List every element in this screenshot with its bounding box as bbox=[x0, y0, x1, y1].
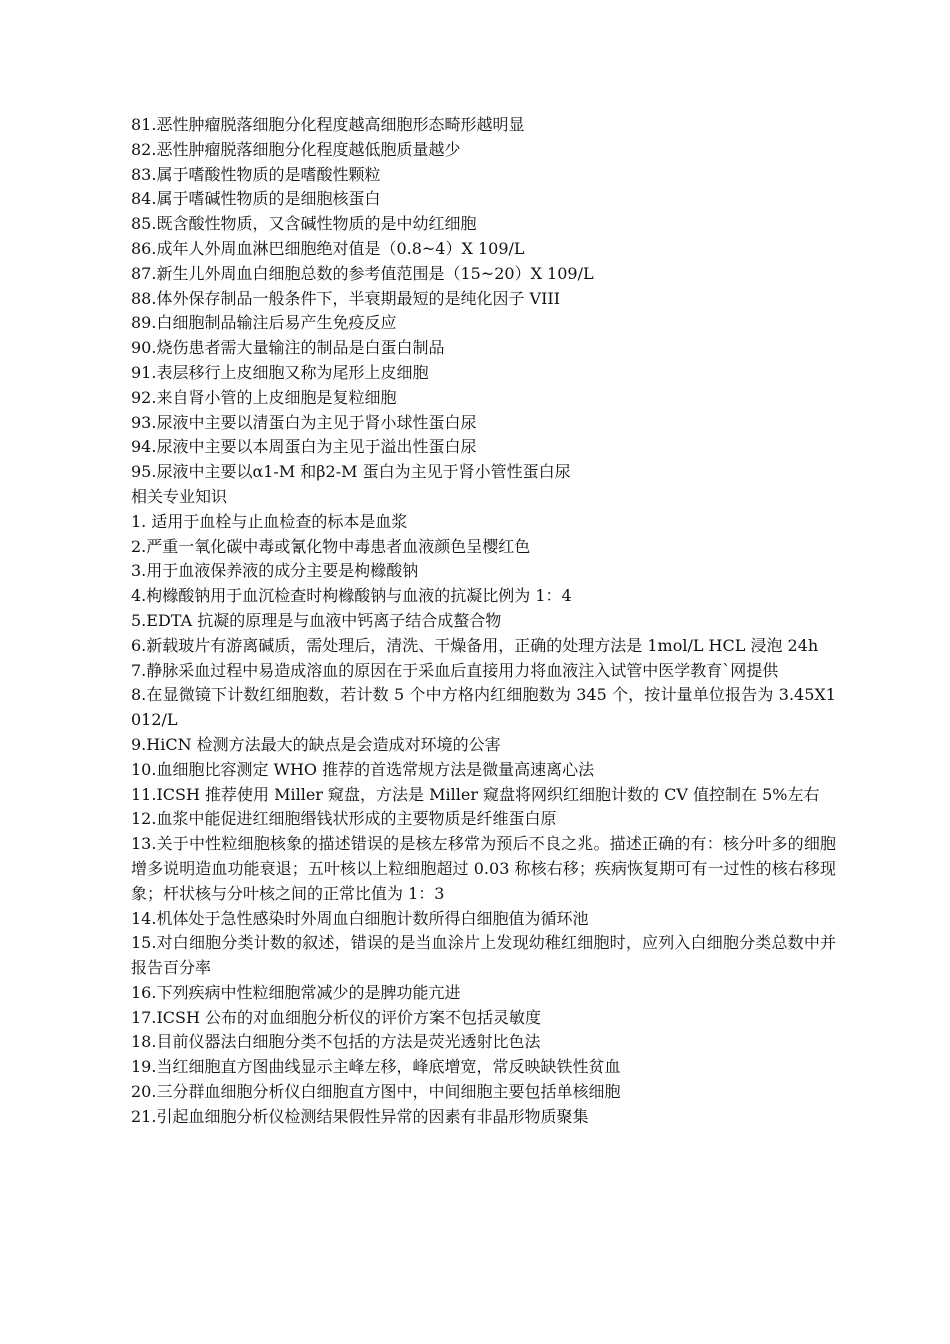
text-line: 83.属于嗜酸性物质的是嗜酸性颗粒 bbox=[131, 164, 381, 184]
text-line: 82.恶性肿瘤脱落细胞分化程度越低胞质量越少 bbox=[131, 139, 461, 159]
text-line: 10.血细胞比容测定 WHO 推荐的首选常规方法是微量高速离心法 bbox=[131, 759, 595, 779]
text-line: 91.表层移行上皮细胞又称为尾形上皮细胞 bbox=[131, 362, 429, 382]
text-line: 16.下列疾病中性粒细胞常减少的是脾功能亢进 bbox=[131, 982, 461, 1002]
text-line: 9.HiCN 检测方法最大的缺点是会造成对环境的公害 bbox=[131, 734, 501, 754]
text-line: 8.在显微镜下计数红细胞数，若计数 5 个中方格内红细胞数为 345 个，按计量单位报告为 3.45X1012/L bbox=[131, 685, 836, 730]
text-line: 19.当红细胞直方图曲线显示主峰左移，峰底增宽，常反映缺铁性贫血 bbox=[131, 1057, 621, 1077]
text-line: 84.属于嗜碱性物质的是细胞核蛋白 bbox=[131, 189, 381, 209]
text-line: 81.恶性肿瘤脱落细胞分化程度越高细胞形态畸形越明显 bbox=[131, 115, 525, 134]
text-line: 11.ICSH 推荐使用 Miller 窥盘，方法是 Miller 窥盘将网织红细胞计数的 CV 值控制在 5%左右 bbox=[131, 784, 820, 804]
text-line: 15.对白细胞分类计数的叙述，错误的是当血涂片上发现幼稚红细胞时，应列入白细胞分类总数中并报告百分率 bbox=[131, 933, 836, 978]
text-line: 93.尿液中主要以清蛋白为主见于肾小球性蛋白尿 bbox=[131, 412, 477, 432]
text-line: 92.来自肾小管的上皮细胞是复粒细胞 bbox=[131, 387, 397, 407]
text-line: 5.EDTA 抗凝的原理是与血液中钙离子结合成螯合物 bbox=[131, 610, 502, 630]
text-line: 95.尿液中主要以α1-M 和β2-M 蛋白为主见于肾小管性蛋白尿 bbox=[131, 462, 571, 482]
text-line: 20.三分群血细胞分析仪白细胞直方图中，中间细胞主要包括单核细胞 bbox=[131, 1082, 621, 1102]
document-page bbox=[131, 113, 836, 1130]
text-line: 2.严重一氧化碳中毒或氰化物中毒患者血液颜色呈樱红色 bbox=[131, 536, 531, 556]
text-line: 12.血浆中能促进红细胞缗钱状形成的主要物质是纤维蛋白原 bbox=[131, 809, 557, 829]
text-line: 14.机体处于急性感染时外周血白细胞计数所得白细胞值为循环池 bbox=[131, 908, 589, 928]
text-line: 17.ICSH 公布的对血细胞分析仪的评价方案不包括灵敏度 bbox=[131, 1007, 542, 1027]
text-line: 94.尿液中主要以本周蛋白为主见于溢出性蛋白尿 bbox=[131, 437, 477, 457]
section-heading: 相关专业知识 bbox=[131, 486, 228, 506]
text-line: 3.用于血液保养液的成分主要是枸橼酸钠 bbox=[131, 561, 419, 581]
text-line: 6.新载玻片有游离碱质，需处理后，清洗、干燥备用，正确的处理方法是 1mol/L HCL 浸泡 24h bbox=[131, 635, 819, 655]
text-line: 7.静脉采血过程中易造成溶血的原因在于采血后直接用力将血液注入试管中医学教育`网提供 bbox=[131, 660, 779, 680]
text-line: 88.体外保存制品一般条件下，半衰期最短的是纯化因子 VIII bbox=[131, 288, 561, 308]
text-line: 86.成年人外周血淋巴细胞绝对值是（0.8~4）X 109/L bbox=[131, 238, 525, 258]
text-line: 87.新生儿外周血白细胞总数的参考值范围是（15~20）X 109/L bbox=[131, 263, 594, 283]
text-line: 18.目前仪器法白细胞分类不包括的方法是荧光透射比色法 bbox=[131, 1032, 541, 1052]
text-line: 4.枸橼酸钠用于血沉检查时枸橼酸钠与血液的抗凝比例为 1：4 bbox=[131, 586, 572, 606]
text-line: 13.关于中性粒细胞核象的描述错误的是核左移常为预后不良之兆。描述正确的有：核分叶多的细胞增多说明造血功能衰退；五叶核以上粒细胞超过 0.03 称核右移；疾病恢复期可有一过性的核右移现象；杆状核与分叶核之间的正常比值为 1：3 bbox=[131, 834, 836, 903]
text-line: 90.烧伤患者需大量输注的制品是白蛋白制品 bbox=[131, 338, 445, 358]
text-line: 89.白细胞制品输注后易产生免疫反应 bbox=[131, 313, 397, 333]
text-line: 1. 适用于血栓与止血检查的标本是血浆 bbox=[131, 511, 408, 531]
text-line: 85.既含酸性物质，又含碱性物质的是中幼红细胞 bbox=[131, 214, 477, 234]
text-line: 21.引起血细胞分析仪检测结果假性异常的因素有非晶形物质聚集 bbox=[131, 1106, 589, 1126]
